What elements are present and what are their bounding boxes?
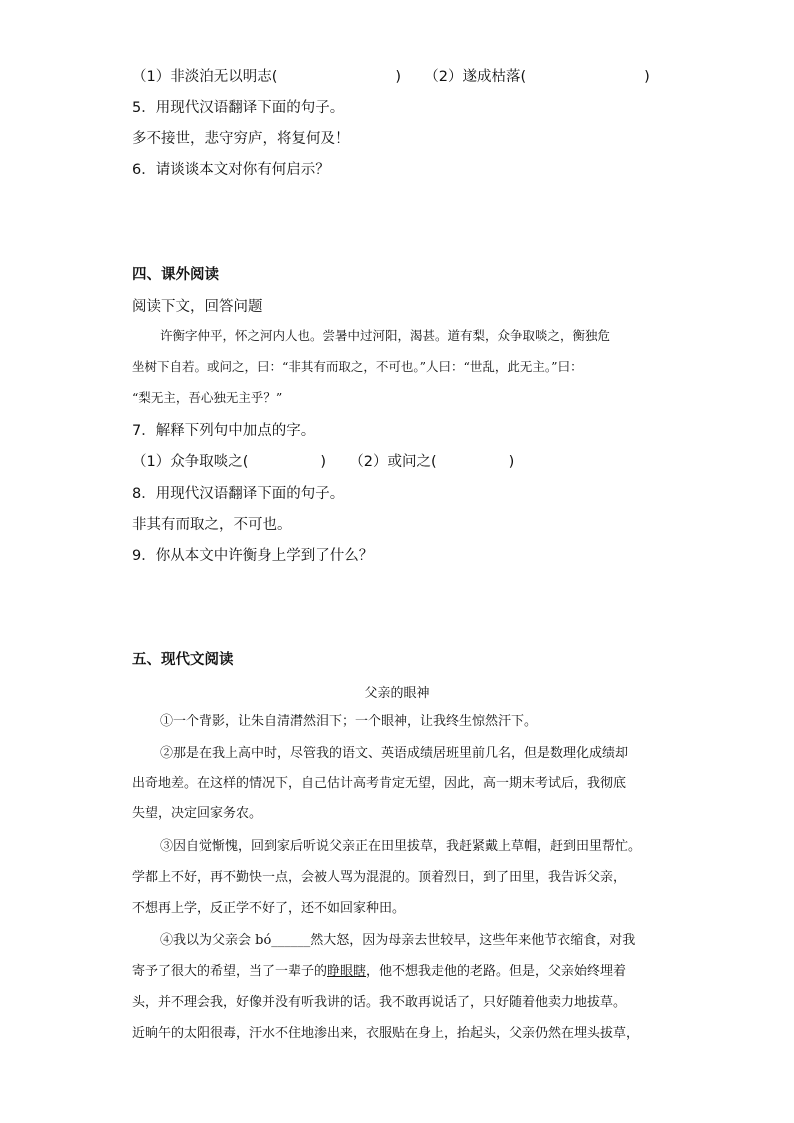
q4-item1-close: ) xyxy=(395,69,402,85)
paragraph-4-line: 头，并不理会我，好像并没有听我讲的话。我不敢再说话了，只好随着他卖力地拔草。 xyxy=(132,995,627,1010)
question-5-sentence: 多不接世，悲守穷庐，将复何及！ xyxy=(132,131,350,147)
section-5-heading: 五、现代文阅读 xyxy=(132,652,234,668)
paragraph-3-line: 不想再上学，反正学不好了，还不如回家种田。 xyxy=(132,901,406,916)
q7-item2-label: （2）或问之( xyxy=(349,454,437,470)
question-8: 8．用现代汉语翻译下面的句子。 xyxy=(132,486,345,502)
paragraph-1: ①一个背影，让朱自清潸然泪下；一个眼神，让我终生惊然汗下。 xyxy=(160,714,538,729)
q7-item1-close: ) xyxy=(320,454,327,470)
paragraph-3-line: 学都上不好，再不勤快一点，会被人骂为混混的。顶着烈日，到了田里，我告诉父亲， xyxy=(132,870,627,885)
paragraph-4-line xyxy=(132,962,626,982)
question-7: 7．解释下列句中加点的字。 xyxy=(132,423,316,439)
passage-line: 坐树下自若。或问之，曰：“非其有而取之，不可也。”人曰：“世乱，此无主。”曰： xyxy=(132,359,583,374)
p4-text: ，他不想我走他的老路。但是，父亲始终埋着 xyxy=(366,964,627,979)
q4-items-line xyxy=(132,67,650,87)
p4-text: ④我以为父亲会 bó xyxy=(160,933,272,948)
paragraph-2-line: 失望，决定回家务农。 xyxy=(132,806,263,821)
question-8-sentence: 非其有而取之，不可也。 xyxy=(132,517,292,533)
paragraph-3-line: ③因自觉惭愧，回到家后听说父亲正在田里拔草，我赶紧戴上草帽，赶到田里帮忙。 xyxy=(160,839,642,854)
section-4-heading: 四、课外阅读 xyxy=(132,267,219,283)
q4-item2-label: （2）遂成枯落( xyxy=(424,69,527,85)
q7-item2-close: ) xyxy=(508,454,515,470)
paragraph-4-line: 近晌午的太阳很毒，汗水不住地渗出来，衣服贴在身上，抬起头，父亲仍然在埋头拔草， xyxy=(132,1026,640,1041)
paragraph-2-line: ②那是在我上高中时，尽管我的语文、英语成绩居班里前几名，但是数理化成绩却 xyxy=(160,746,629,761)
q4-item2-close: ) xyxy=(644,69,650,85)
q7-item1-label: （1）众争取啖之( xyxy=(132,454,249,470)
q4-item1-label: （1）非淡泊无以明志( xyxy=(132,69,278,85)
passage-line: 许衡字仲平，怀之河内人也。尝暑中过河阳，渴甚。道有梨，众争取啖之，衡独危 xyxy=(160,328,611,343)
underlined-word: 睁眼瞎 xyxy=(327,964,367,979)
question-5: 5．用现代汉语翻译下面的句子。 xyxy=(132,100,345,116)
section-4-instruction: 阅读下文，回答问题 xyxy=(132,299,263,315)
q7-items-line xyxy=(132,452,514,472)
question-6: 6．请谈谈本文对你有何启示？ xyxy=(132,162,330,178)
paragraph-2-line: 出奇地差。在这样的情况下，自己估计高考肯定无望，因此，高一期末考试后，我彻底 xyxy=(132,776,627,791)
p4-text: 然大怒，因为母亲去世较早，这些年来他节衣缩食，对我 xyxy=(310,933,636,948)
pinyin-fill-blank[interactable]: ______ xyxy=(271,933,311,948)
passage-line: “梨无主，吾心独无主乎？” xyxy=(132,390,283,405)
paragraph-4-line xyxy=(160,931,635,951)
question-9: 9．你从本文中许衡身上学到了什么？ xyxy=(132,548,374,564)
article-title: 父亲的眼神 xyxy=(364,686,430,701)
p4-text: 寄予了很大的希望，当了一辈子的 xyxy=(132,964,328,979)
